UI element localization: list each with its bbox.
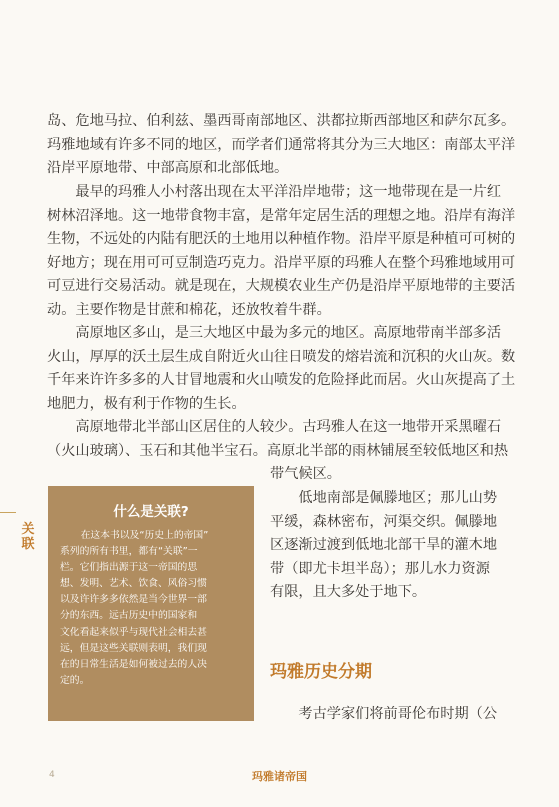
paragraph-regions bbox=[47, 110, 516, 181]
sidebar-box-line: 在的日常生活是如何被过去的人决 bbox=[60, 658, 207, 670]
text-line: 千年来许许多多的人甘冒地震和火山喷发的危险择此而居。火山灰提高了土 bbox=[47, 372, 516, 388]
text-line: 高原地区多山，是三大地区中最为多元的地区。高原地带南半部多活 bbox=[75, 325, 502, 341]
paragraph-history-periods bbox=[270, 703, 498, 727]
text-line: 动。主要作物是甘蔗和棉花，还放牧着牛群。 bbox=[47, 301, 331, 318]
sidebar-box-line: 定的。 bbox=[60, 674, 90, 686]
text-line: 沿岸平原地带、中部高原和北部低地。 bbox=[47, 160, 289, 176]
paragraph-highlands bbox=[47, 322, 516, 416]
sidebar-box-line: 文化看起来似乎与现代社会相去甚 bbox=[60, 626, 207, 638]
text-line: 岛、危地马拉、伯利兹、墨西哥南部地区、洪都拉斯西部地区和萨尔瓦多。 bbox=[47, 113, 516, 129]
sidebar-box-line: 栏。它们指出源于这一帝国的思 bbox=[60, 562, 198, 574]
sidebar-box-line: 系列的所有书里，都有“关联”一 bbox=[60, 546, 198, 558]
connections-sidebar-box bbox=[48, 486, 254, 721]
text-line: 考古学家们将前哥伦布时期（公 bbox=[298, 706, 498, 722]
text-line: 区逐渐过渡到低地北部干旱的灌木地 bbox=[270, 537, 498, 553]
sidebar-box-line: 远，但是这些关联则表明，我们现 bbox=[60, 642, 207, 654]
paragraph-lowlands bbox=[270, 487, 498, 605]
text-line: 带（即尤卡坦半岛）；那儿水力资源 bbox=[270, 560, 490, 577]
sidebar-box-line: 分的东西。远古历史中的国家和 bbox=[60, 610, 198, 622]
text-line: 好地方；现在用可可豆制造巧克力。沿岸平原的玛雅人在整个玛雅地域用可 bbox=[47, 254, 516, 271]
sidebar-tab-divider bbox=[0, 512, 16, 513]
sidebar-box-line: 在这本书以及“历史上的帝国” bbox=[80, 530, 209, 541]
paragraph-northern-highlands-end bbox=[270, 463, 493, 487]
text-line: 有限，且大多处于地下。 bbox=[270, 584, 427, 600]
text-line: 生物，不远处的内陆有肥沃的土地用以种植作物。沿岸平原是种植可可树的 bbox=[47, 231, 516, 247]
text-line: 平缓，森林密布，河渠交织。佩滕地 bbox=[270, 513, 498, 530]
sidebar-box-line: 以及许许多多依然是当今世界一部 bbox=[60, 594, 207, 606]
sidebar-box-title: 什么是关联? bbox=[113, 504, 189, 520]
sidebar-box-line: 想、发明、艺术、饮食、风俗习惯 bbox=[60, 578, 207, 590]
footer-book-title: 玛雅诸帝国 bbox=[252, 770, 307, 783]
sidebar-tab-label: 关联 bbox=[21, 522, 35, 552]
text-line: （火山玻璃）、玉石和其他半宝石。高原北半部的雨林铺展至较低地区和热 bbox=[47, 442, 509, 459]
page-number: 4 bbox=[49, 770, 55, 780]
text-line: 树林沼泽地。这一地带食物丰富，是常年定居生活的理想之地。沿岸有海洋 bbox=[47, 207, 516, 224]
paragraph-northern-highlands bbox=[47, 416, 509, 463]
text-line: 地肥力，极有利于作物的生长。 bbox=[47, 395, 246, 412]
text-line: 带气候区。 bbox=[270, 466, 341, 482]
text-line: 低地南部是佩滕地区；那儿山势 bbox=[298, 490, 498, 506]
sidebar-box-body bbox=[60, 528, 244, 689]
text-line: 可豆进行交易活动。就是现在，大规模农业生产仍是沿岸平原地带的主要活 bbox=[47, 278, 516, 294]
text-line: 火山，厚厚的沃土层生成自附近火山往日喷发的熔岩流和沉积的火山灰。数 bbox=[47, 348, 516, 365]
section-heading: 玛雅历史分期 bbox=[270, 662, 372, 682]
paragraph-coastal-plain bbox=[47, 181, 516, 322]
text-line: 最早的玛雅人小村落出现在太平洋沿岸地带；这一地带现在是一片红 bbox=[75, 184, 502, 200]
text-line: 玛雅地域有许多不同的地区，而学者们通常将其分为三大地区：南部太平洋 bbox=[47, 136, 516, 153]
text-line: 高原地带北半部山区居住的人较少。古玛雅人在这一地带开采黑曜石 bbox=[75, 419, 502, 435]
